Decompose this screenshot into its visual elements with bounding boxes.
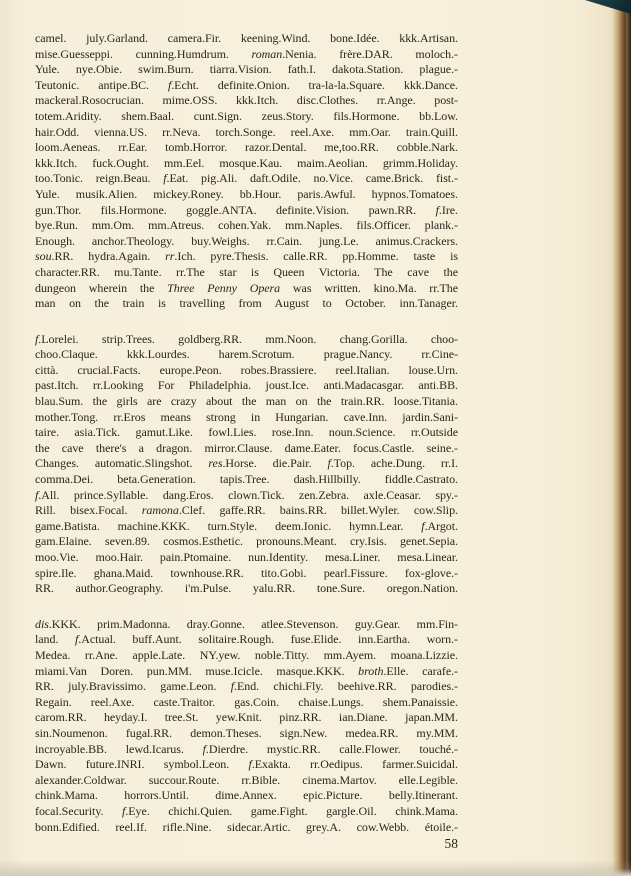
paragraph (35, 31, 458, 312)
text-line: kkk.Itch. fuck.Ought. mm.Eel. mosque.Kau. maim.Aeolian. grimm.Holiday. (35, 155, 458, 170)
text-line: mise.Guesseppi. cunning.Humdrum. roman.Nenia. frère.DAR. moloch.- (35, 46, 458, 61)
text-line: gam.Elaine. seven.89. cosmos.Esthetic. pronouns.Meant. cry.Isis. genet.Sepia. (35, 534, 458, 549)
text-line: totem.Aridity. shem.Baal. cunt.Sign. zeus.Story. fils.Hormone. bb.Low. (35, 108, 458, 123)
text-line: moo.Vie. moo.Hair. pain.Ptomaine. nun.Identity. mesa.Liner. mesa.Linear. (35, 550, 458, 564)
text-line: miami.Van Doren. pun.MM. muse.Icicle. masque.KKK. broth.Elle. carafe.- (35, 663, 458, 678)
text-line: the cave there's a dragon. mirror.Clause. dame.Eater. focus.Castle. seine.- (35, 440, 458, 455)
text-line: Teutonic. antipe.BC. f.Echt. definite.Onion. tra-la-la.Square. kkk.Dance. (35, 77, 458, 92)
text-line: Changes. automatic.Slingshot. res.Horse. die.Pair. f.Top. ache.Dung. rr.I. (35, 456, 458, 471)
text-line: bonn.Edified. reel.If. rifle.Nine. sidecar.Artic. grey.A. cow.Webb. étoile.- (35, 819, 458, 834)
text-line: man on the train is travelling from August to October. inn.Tanager. (35, 296, 458, 311)
text-line: comma.Dei. beta.Generation. tapis.Tree. dash.Hillbilly. fiddle.Castrato. (35, 472, 458, 487)
text-line: mackeral.Rosocrucian. mime.OSS. kkk.Itch. disc.Clothes. rr.Ange. post- (35, 93, 458, 108)
text-line: alexander.Coldwar. succour.Route. rr.Bible. cinema.Martov. elle.Legible. (35, 772, 458, 787)
text-line: incroyable.BB. lewd.Icarus. f.Dierdre. mystic.RR. calle.Flower. touché.- (35, 741, 458, 756)
text-line: RR. july.Bravissimo. game.Leon. f.End. chichi.Fly. beehive.RR. parodies.- (35, 679, 458, 694)
text-line: too.Tonic. reign.Beau. f.Eat. pig.Ali. daft.Odile. no.Vice. came.Brick. fist.- (35, 171, 458, 186)
page-bottom-shadow (0, 860, 631, 876)
text-line: f.Lorelei. strip.Trees. goldberg.RR. mm.Noon. chang.Gorilla. choo- (35, 331, 458, 346)
text-line: bye.Run. mm.Om. mm.Atreus. cohen.Yak. mm.Naples. fils.Officer. plank.- (35, 218, 458, 233)
text-line: loom.Aeneas. rr.Ear. tomb.Horror. razor.Dental. me,too.RR. cobble.Nark. (35, 140, 458, 155)
text-line: land. f.Actual. buff.Aunt. solitaire.Rough. fuse.Elide. inn.Eartha. worn.- (35, 632, 458, 647)
text-line: chink.Mama. horrors.Until. dime.Annex. epic.Picture. belly.Itinerant. (35, 788, 458, 803)
text-line: RR. author.Geography. i'm.Pulse. yalu.RR. tone.Sure. oregon.Nation. (35, 581, 458, 596)
page-number: 58 (444, 836, 458, 851)
text-line: spire.Ile. ghana.Maid. townhouse.RR. tito.Gobi. pearl.Fissure. fox-glove.- (35, 565, 458, 580)
text-line: choo.Claque. kkk.Lourdes. harem.Scrotum. prague.Nancy. rr.Cine- (35, 347, 458, 362)
text-line: taire. asia.Tick. gamut.Like. fowl.Lies. rose.Inn. noun.Science. rr.Outside (35, 425, 458, 440)
paragraph (35, 332, 458, 597)
text-line: f.All. prince.Syllable. dang.Eros. clown.Tick. zen.Zebra. axle.Ceasar. spy.- (35, 487, 458, 502)
text-line: camel. july.Garland. camera.Fir. keening.Wind. bone.Idée. kkk.Artisan. (35, 31, 458, 45)
text-line: gun.Thor. fils.Hormone. goggle.ANTA. definite.Vision. pawn.RR. f.Ire. (35, 202, 458, 217)
text-line: past.Itch. rr.Looking For Philadelphia. joust.Ice. anti.Madacasgar. anti.BB. (35, 378, 458, 393)
text-line: sin.Noumenon. fugal.RR. demon.Theses. sign.New. medea.RR. my.MM. (35, 725, 458, 740)
text-line: Enough. anchor.Theology. buy.Weighs. rr.Cain. jung.Le. animus.Crackers. (35, 233, 458, 248)
text-line: città. crucial.Facts. europe.Peon. robes.Brassiere. reel.Italian. louse.Urn. (35, 362, 458, 377)
text-line: carom.RR. heyday.I. tree.St. yew.Knit. pinz.RR. ian.Diane. japan.MM. (35, 710, 458, 725)
text-line: mother.Tong. rr.Eros means strong in Hungarian. cave.Inn. jardin.Sani- (35, 409, 458, 424)
text-block (35, 31, 458, 835)
text-line: sou.RR. hydra.Again. rr.Ich. pyre.Thesis. calle.RR. pp.Homme. taste is (35, 249, 458, 264)
text-line: Rill. bisex.Focal. ramona.Clef. gaffe.RR. bains.RR. billet.Wyler. cow.Slip. (35, 503, 458, 518)
text-line: focal.Security. f.Eye. chichi.Quien. game.Fight. gargle.Oil. chink.Mama. (35, 803, 458, 818)
book-page-edge (613, 0, 631, 876)
text-line: hair.Odd. vienna.US. rr.Neva. torch.Songe. reel.Axe. mm.Oar. train.Quill. (35, 124, 458, 139)
text-line: Dawn. future.INRI. symbol.Leon. f.Exakta. rr.Oedipus. farmer.Suicidal. (35, 757, 458, 772)
text-line: Regain. reel.Axe. caste.Traitor. gas.Coin. chaise.Lungs. shem.Panaissie. (35, 694, 458, 709)
text-line: dungeon wherein the Three Penny Opera was written. kino.Ma. rr.The (35, 280, 458, 295)
text-line: Medea. rr.Ane. apple.Late. NY.yew. noble.Titty. mm.Ayem. moana.Lizzie. (35, 647, 458, 662)
text-line: Yule. nye.Obie. swim.Burn. tiarra.Vision. fath.I. dakota.Station. plague.- (35, 62, 458, 77)
text-line: character.RR. mu.Tante. rr.The star is Queen Victoria. The cave the (35, 264, 458, 279)
text-line: dis.KKK. prim.Madonna. dray.Gonne. atlee.Stevenson. guy.Gear. mm.Fin- (35, 616, 458, 631)
text-line: game.Batista. machine.KKK. turn.Style. deem.Ionic. hymn.Lear. f.Argot. (35, 518, 458, 533)
text-line: blau.Sum. the girls are crazy about the man on the train.RR. loose.Titania. (35, 394, 458, 409)
paragraph (35, 617, 458, 835)
text-line: Yule. musik.Alien. mickey.Roney. bb.Hour. paris.Awful. hypnos.Tomatoes. (35, 186, 458, 201)
